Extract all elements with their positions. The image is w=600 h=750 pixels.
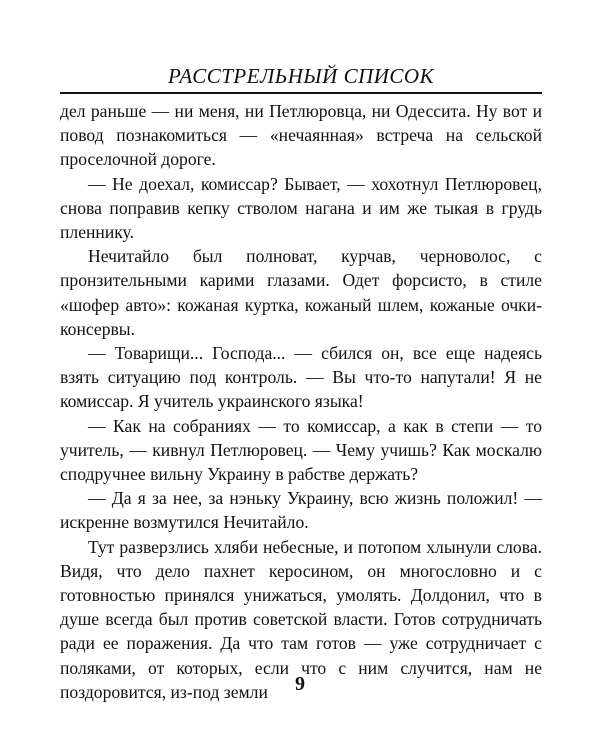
paragraph: — Не доехал, комиссар? Бывает, — хохотнул Петлюровец, снова поправив кепку стволом нагана и им же тыкая в грудь пленнику. <box>60 173 542 243</box>
page-number: 9 <box>295 673 305 695</box>
paragraph: — Как на собраниях — то комиссар, а как в степи — то учитель, — кивнул Петлюровец. — Чему учишь? Как москалю сподручнее вильну Украину в рабстве держать? <box>60 415 542 485</box>
paragraph: — Товарищи... Господа... — сбился он, все еще надеясь взять ситуацию под контроль. — Вы что-то напутали! Я не комиссар. Я учитель украинского языка! <box>60 343 542 412</box>
running-title: РАССТРЕЛЬНЫЙ СПИСОК <box>167 64 435 88</box>
paragraph: — Да я за нее, за нэньку Украину, всю жизнь положил! — искренне возмутился Нечитайло. <box>60 488 542 533</box>
paragraph: дел раньше — ни меня, ни Петлюровца, ни Одессита. Ну вот и повод познакомиться — «нечаянная» встреча на сельской проселочной дороге. <box>60 101 542 170</box>
header-rule <box>60 92 542 94</box>
paragraph: Нечитайло был полноват, курчав, черноволос, с пронзительными карими глазами. Одет форсисто, в стиле «шофер авто»: кожаная куртка, кожаный шлем, кожаные очки-консервы. <box>60 246 542 339</box>
paragraph: Тут разверзлись хляби небесные, и потопом хлынули слова. Видя, что дело пахнет керосином, он многословно и с готовностью принялся унижаться, умолять. Долдонил, что в душе всегда был против советской власти. Готов сотрудничать ради ее поражения. Да что там готов — уже сотрудничает с поляками, от которых, если что с ним случится, нам не поздоровится, из-под земли <box>60 536 542 702</box>
body-text <box>60 99 542 704</box>
